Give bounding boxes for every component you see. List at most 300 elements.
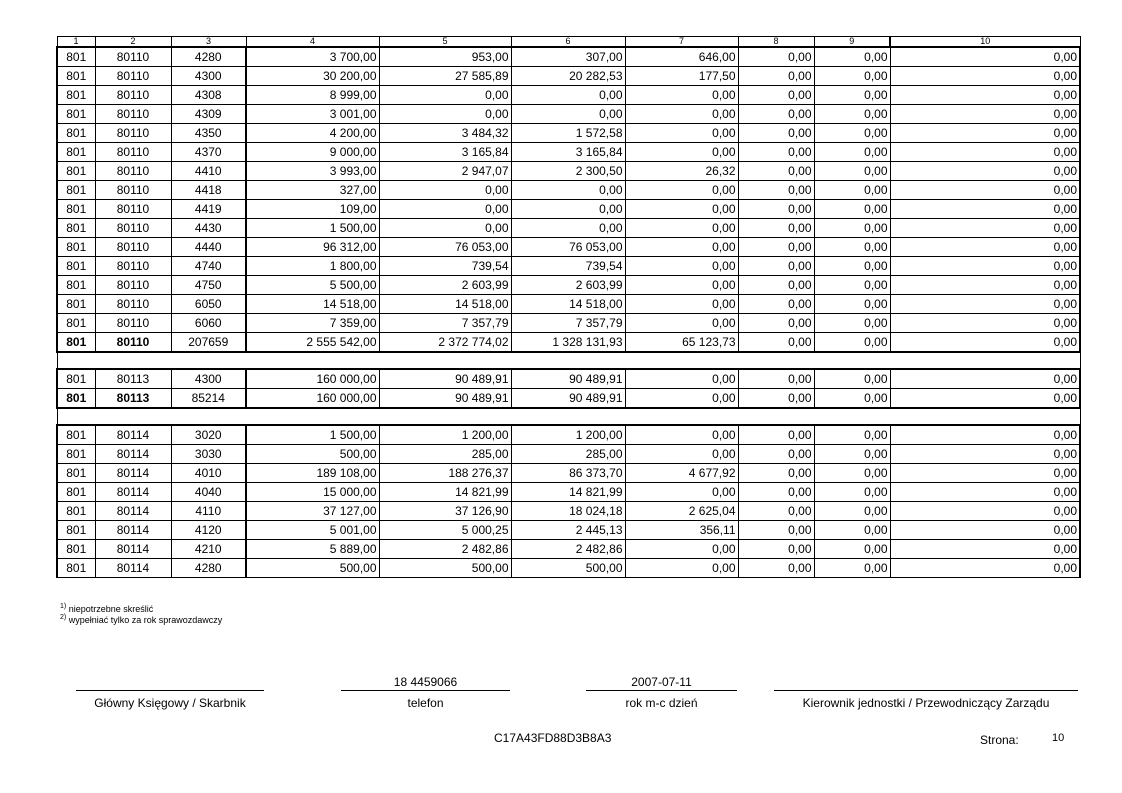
table-cell: 80114 [95, 445, 171, 464]
column-header-8: 8 [738, 37, 814, 48]
table-cell: 0,00 [814, 47, 890, 67]
table-cell: 0,00 [890, 47, 1080, 67]
date-label: rok m-c dzień [625, 696, 698, 710]
separator-cell [57, 408, 1080, 425]
table-cell: 0,00 [738, 483, 814, 502]
budget-report-table [56, 36, 1081, 578]
table-cell: 0,00 [890, 389, 1080, 409]
table-cell: 801 [57, 219, 95, 238]
table-cell: 7 357,79 [511, 314, 625, 333]
table-cell: 0,00 [625, 445, 738, 464]
table-cell: 4350 [171, 124, 246, 143]
table-cell: 0,00 [890, 276, 1080, 295]
table-cell: 2 947,07 [379, 162, 511, 181]
summary-row [57, 333, 1080, 353]
table-row [57, 47, 1080, 67]
table-cell: 177,50 [625, 67, 738, 86]
table-cell: 7 359,00 [246, 314, 379, 333]
date-value: 2007-07-11 [631, 675, 692, 689]
section-separator [57, 352, 1080, 369]
table-cell: 80110 [95, 314, 171, 333]
table-cell: 0,00 [814, 105, 890, 124]
table-cell: 1 572,58 [511, 124, 625, 143]
separator-cell [57, 352, 1080, 369]
column-header-10: 10 [890, 37, 1080, 48]
table-cell: 76 053,00 [379, 238, 511, 257]
table-row [57, 162, 1080, 181]
table-cell: 0,00 [625, 540, 738, 559]
table-cell: 160 000,00 [246, 389, 379, 409]
table-row [57, 502, 1080, 521]
table-cell: 0,00 [814, 464, 890, 483]
table-cell: 5 889,00 [246, 540, 379, 559]
table-cell: 0,00 [738, 276, 814, 295]
table-cell: 20 282,53 [511, 67, 625, 86]
table-cell: 0,00 [890, 124, 1080, 143]
table-row [57, 445, 1080, 464]
table-cell: 0,00 [814, 276, 890, 295]
signature-line-accountant [76, 690, 264, 691]
table-row [57, 295, 1080, 314]
table-cell: 0,00 [625, 483, 738, 502]
table-cell: 0,00 [738, 521, 814, 540]
table-cell: 0,00 [814, 521, 890, 540]
table-row [57, 238, 1080, 257]
table-cell: 76 053,00 [511, 238, 625, 257]
table-cell: 801 [57, 369, 95, 389]
table-cell: 0,00 [738, 314, 814, 333]
table-cell: 327,00 [246, 181, 379, 200]
phone-label: telefon [407, 696, 444, 710]
table-cell: 0,00 [738, 200, 814, 219]
table-cell: 4740 [171, 257, 246, 276]
table-cell: 2 482,86 [379, 540, 511, 559]
table-cell: 801 [57, 559, 95, 578]
table-cell: 0,00 [738, 67, 814, 86]
table-cell: 0,00 [890, 295, 1080, 314]
table-cell: 90 489,91 [379, 369, 511, 389]
table-cell: 801 [57, 181, 95, 200]
table-cell: 801 [57, 200, 95, 219]
table-cell: 0,00 [890, 445, 1080, 464]
table-cell: 1 500,00 [246, 219, 379, 238]
table-cell: 0,00 [625, 105, 738, 124]
table-cell: 801 [57, 333, 95, 353]
table-cell: 4370 [171, 143, 246, 162]
table-cell: 0,00 [738, 162, 814, 181]
table-cell: 1 200,00 [511, 425, 625, 445]
table-cell: 801 [57, 47, 95, 67]
table-row [57, 483, 1080, 502]
table-cell: 4430 [171, 219, 246, 238]
table-cell: 80114 [95, 425, 171, 445]
table-cell: 109,00 [246, 200, 379, 219]
table-cell: 80113 [95, 369, 171, 389]
table-row [57, 219, 1080, 238]
table-cell: 0,00 [814, 502, 890, 521]
table-cell: 0,00 [814, 67, 890, 86]
table-cell: 26,32 [625, 162, 738, 181]
table-cell: 80110 [95, 181, 171, 200]
table-cell: 3020 [171, 425, 246, 445]
table-row [57, 143, 1080, 162]
table-cell: 0,00 [625, 425, 738, 445]
table-cell: 500,00 [246, 559, 379, 578]
table-cell: 0,00 [890, 105, 1080, 124]
table-cell: 3 484,32 [379, 124, 511, 143]
table-cell: 0,00 [814, 238, 890, 257]
table-cell: 4750 [171, 276, 246, 295]
table-row [57, 257, 1080, 276]
table-cell: 0,00 [738, 445, 814, 464]
table-cell: 90 489,91 [379, 389, 511, 409]
table-cell: 0,00 [738, 143, 814, 162]
table-cell: 0,00 [379, 105, 511, 124]
table-cell: 18 024,18 [511, 502, 625, 521]
table-cell: 80114 [95, 521, 171, 540]
table-cell: 0,00 [814, 200, 890, 219]
table-cell: 0,00 [814, 425, 890, 445]
table-cell: 80110 [95, 162, 171, 181]
table-cell: 2 625,04 [625, 502, 738, 521]
table-cell: 0,00 [379, 86, 511, 105]
table-cell: 0,00 [814, 257, 890, 276]
table-cell: 356,11 [625, 521, 738, 540]
table-cell: 0,00 [625, 181, 738, 200]
table-cell: 2 372 774,02 [379, 333, 511, 353]
table-row [57, 369, 1080, 389]
table-cell: 0,00 [890, 369, 1080, 389]
table-cell: 3 165,84 [379, 143, 511, 162]
table-cell: 1 328 131,93 [511, 333, 625, 353]
table-cell: 0,00 [890, 483, 1080, 502]
table-cell: 0,00 [814, 333, 890, 353]
table-cell: 801 [57, 105, 95, 124]
table-cell: 80110 [95, 105, 171, 124]
column-header-7: 7 [625, 37, 738, 48]
table-cell: 4309 [171, 105, 246, 124]
table-cell: 8 999,00 [246, 86, 379, 105]
table-cell: 0,00 [890, 540, 1080, 559]
table-cell: 80114 [95, 502, 171, 521]
table-cell: 0,00 [814, 219, 890, 238]
table-cell: 0,00 [814, 445, 890, 464]
table-cell: 801 [57, 314, 95, 333]
column-number-header [57, 37, 1080, 48]
table-row [57, 540, 1080, 559]
table-cell: 5 001,00 [246, 521, 379, 540]
table-cell: 0,00 [814, 559, 890, 578]
column-header-6: 6 [511, 37, 625, 48]
section-separator [57, 408, 1080, 425]
manager-label: Kierownik jednostki / Przewodniczący Zarządu [802, 696, 1050, 710]
table-cell: 1 200,00 [379, 425, 511, 445]
table-cell: 0,00 [890, 559, 1080, 578]
table-cell: 6060 [171, 314, 246, 333]
table-cell: 285,00 [511, 445, 625, 464]
table-cell: 801 [57, 389, 95, 409]
table-cell: 80110 [95, 47, 171, 67]
table-cell: 0,00 [890, 143, 1080, 162]
table-cell: 80114 [95, 464, 171, 483]
table-cell: 1 800,00 [246, 257, 379, 276]
table-cell: 0,00 [738, 559, 814, 578]
table-cell: 4 677,92 [625, 464, 738, 483]
table-cell: 80113 [95, 389, 171, 409]
table-cell: 80110 [95, 143, 171, 162]
table-cell: 30 200,00 [246, 67, 379, 86]
table-cell: 0,00 [738, 124, 814, 143]
column-header-2: 2 [95, 37, 171, 48]
table-cell: 0,00 [890, 219, 1080, 238]
table-cell: 0,00 [738, 333, 814, 353]
table-cell: 646,00 [625, 47, 738, 67]
table-cell: 160 000,00 [246, 369, 379, 389]
table-cell: 739,54 [379, 257, 511, 276]
table-cell: 0,00 [738, 105, 814, 124]
table-cell: 0,00 [890, 67, 1080, 86]
table-cell: 285,00 [379, 445, 511, 464]
table-cell: 0,00 [738, 86, 814, 105]
table-cell: 801 [57, 425, 95, 445]
table-cell: 0,00 [738, 425, 814, 445]
table-cell: 80114 [95, 559, 171, 578]
table-cell: 0,00 [625, 314, 738, 333]
phone-value: 18 4459066 [393, 675, 458, 689]
table-cell: 80114 [95, 540, 171, 559]
table-cell: 801 [57, 521, 95, 540]
table-cell: 801 [57, 540, 95, 559]
table-cell: 0,00 [738, 238, 814, 257]
table-row [57, 86, 1080, 105]
table-cell: 14 821,99 [511, 483, 625, 502]
table-cell: 0,00 [890, 333, 1080, 353]
table-cell: 801 [57, 86, 95, 105]
table-cell: 2 555 542,00 [246, 333, 379, 353]
table-cell: 15 000,00 [246, 483, 379, 502]
table-row [57, 314, 1080, 333]
table-cell: 4440 [171, 238, 246, 257]
table-cell: 801 [57, 257, 95, 276]
table-cell: 2 603,99 [379, 276, 511, 295]
table-cell: 80110 [95, 219, 171, 238]
table-cell: 0,00 [379, 219, 511, 238]
table-cell: 80110 [95, 67, 171, 86]
table-row [57, 464, 1080, 483]
table-cell: 4410 [171, 162, 246, 181]
table-cell: 4120 [171, 521, 246, 540]
table-cell: 307,00 [511, 47, 625, 67]
table-cell: 27 585,89 [379, 67, 511, 86]
table-cell: 3 165,84 [511, 143, 625, 162]
table-row [57, 181, 1080, 200]
table-cell: 37 127,00 [246, 502, 379, 521]
table-cell: 0,00 [890, 162, 1080, 181]
footnote-2: $^{2)}$ wypełniać tylko za rok sprawozdawczy [60, 614, 223, 625]
table-cell: 80114 [95, 483, 171, 502]
table-cell: 0,00 [814, 483, 890, 502]
table-cell: 7 357,79 [379, 314, 511, 333]
table-cell: 0,00 [890, 181, 1080, 200]
table-cell: 4419 [171, 200, 246, 219]
table-cell: 0,00 [625, 257, 738, 276]
table-cell: 65 123,73 [625, 333, 738, 353]
table-cell: 0,00 [379, 200, 511, 219]
table-cell: 0,00 [814, 162, 890, 181]
table-cell: 0,00 [738, 389, 814, 409]
signature-line-phone [341, 690, 510, 691]
table-cell: 0,00 [890, 425, 1080, 445]
table-cell: 4110 [171, 502, 246, 521]
table-cell: 207659 [171, 333, 246, 353]
table-cell: 0,00 [890, 464, 1080, 483]
table-cell: 0,00 [738, 464, 814, 483]
table-cell: 0,00 [738, 219, 814, 238]
table-cell: 0,00 [814, 314, 890, 333]
table-cell: 4280 [171, 47, 246, 67]
table-cell: 801 [57, 67, 95, 86]
footnote-1: $^{1)}$ niepotrzebne skreślić [60, 603, 154, 614]
signature-line-date [586, 690, 737, 691]
table-cell: 189 108,00 [246, 464, 379, 483]
table-cell: 0,00 [625, 369, 738, 389]
column-header-9: 9 [814, 37, 890, 48]
document-code: C17A43FD88D3B8A3 [494, 731, 612, 745]
table-cell: 801 [57, 238, 95, 257]
table-row [57, 67, 1080, 86]
footnote-1-text: niepotrzebne skreślić [68, 604, 154, 614]
table-cell: 80110 [95, 200, 171, 219]
table-cell: 0,00 [511, 105, 625, 124]
column-header-4: 4 [246, 37, 379, 48]
table-cell: 0,00 [890, 502, 1080, 521]
table-cell: 801 [57, 502, 95, 521]
table-cell: 0,00 [379, 181, 511, 200]
table-cell: 80110 [95, 124, 171, 143]
table-cell: 90 489,91 [511, 389, 625, 409]
table-cell: 0,00 [890, 200, 1080, 219]
table-cell: 5 500,00 [246, 276, 379, 295]
table-cell: 0,00 [625, 389, 738, 409]
table-cell: 96 312,00 [246, 238, 379, 257]
table-cell: 0,00 [738, 369, 814, 389]
table-cell: 4 200,00 [246, 124, 379, 143]
table-cell: 6050 [171, 295, 246, 314]
table-cell: 953,00 [379, 47, 511, 67]
table-cell: 0,00 [738, 502, 814, 521]
table-cell: 0,00 [738, 257, 814, 276]
table-cell: 0,00 [738, 181, 814, 200]
table-cell: 0,00 [890, 238, 1080, 257]
table-row [57, 425, 1080, 445]
table-cell: 0,00 [814, 389, 890, 409]
table-row [57, 200, 1080, 219]
table-cell: 801 [57, 162, 95, 181]
table-cell: 4010 [171, 464, 246, 483]
column-header-5: 5 [379, 37, 511, 48]
table-cell: 4300 [171, 369, 246, 389]
table-cell: 0,00 [890, 86, 1080, 105]
table-cell: 1 500,00 [246, 425, 379, 445]
table-cell: 0,00 [890, 521, 1080, 540]
table-row [57, 559, 1080, 578]
table-cell: 2 603,99 [511, 276, 625, 295]
signature-line-manager [774, 690, 1078, 691]
table-row [57, 521, 1080, 540]
chief-accountant-label: Główny Księgowy / Skarbnik [94, 696, 246, 710]
table-cell: 86 373,70 [511, 464, 625, 483]
table-cell: 0,00 [625, 219, 738, 238]
table-cell: 4210 [171, 540, 246, 559]
table-cell: 0,00 [814, 181, 890, 200]
table-cell: 4280 [171, 559, 246, 578]
table-cell: 80110 [95, 295, 171, 314]
table-cell: 80110 [95, 276, 171, 295]
table-cell: 90 489,91 [511, 369, 625, 389]
table-row [57, 124, 1080, 143]
table-cell: 0,00 [814, 369, 890, 389]
footnote-2-text: wypełniać tylko za rok sprawozdawczy [68, 615, 223, 625]
table-cell: 801 [57, 124, 95, 143]
table-cell: 9 000,00 [246, 143, 379, 162]
table-cell: 2 445,13 [511, 521, 625, 540]
table-cell: 0,00 [814, 143, 890, 162]
table-cell: 801 [57, 276, 95, 295]
table-cell: 4040 [171, 483, 246, 502]
table-cell: 801 [57, 464, 95, 483]
table-cell: 3 993,00 [246, 162, 379, 181]
table-cell: 0,00 [511, 200, 625, 219]
table-cell: 0,00 [814, 124, 890, 143]
table-cell: 0,00 [814, 540, 890, 559]
table-cell: 0,00 [625, 86, 738, 105]
column-header-1: 1 [57, 37, 95, 48]
table-cell: 2 300,50 [511, 162, 625, 181]
table-cell: 3 001,00 [246, 105, 379, 124]
table-cell: 14 518,00 [511, 295, 625, 314]
table-cell: 0,00 [814, 86, 890, 105]
table-cell: 37 126,90 [379, 502, 511, 521]
table-cell: 801 [57, 483, 95, 502]
table-cell: 0,00 [511, 219, 625, 238]
table-cell: 80110 [95, 257, 171, 276]
table-cell: 0,00 [814, 295, 890, 314]
table-cell: 0,00 [890, 314, 1080, 333]
table-row [57, 105, 1080, 124]
table-cell: 739,54 [511, 257, 625, 276]
table-cell: 0,00 [625, 200, 738, 219]
summary-row [57, 389, 1080, 409]
table-cell: 80110 [95, 333, 171, 353]
table-cell: 80110 [95, 86, 171, 105]
table-cell: 4300 [171, 67, 246, 86]
table-cell: 3030 [171, 445, 246, 464]
table-cell: 500,00 [511, 559, 625, 578]
table-cell: 0,00 [625, 295, 738, 314]
page-label: Strona: [980, 733, 1019, 747]
page-number: 10 [1052, 732, 1065, 744]
table-cell: 4418 [171, 181, 246, 200]
table-cell: 188 276,37 [379, 464, 511, 483]
table-cell: 0,00 [511, 86, 625, 105]
table-cell: 85214 [171, 389, 246, 409]
table-cell: 0,00 [738, 47, 814, 67]
table-row [57, 276, 1080, 295]
table-cell: 801 [57, 295, 95, 314]
table-cell: 2 482,86 [511, 540, 625, 559]
table-cell: 14 518,00 [379, 295, 511, 314]
table-cell: 0,00 [890, 257, 1080, 276]
